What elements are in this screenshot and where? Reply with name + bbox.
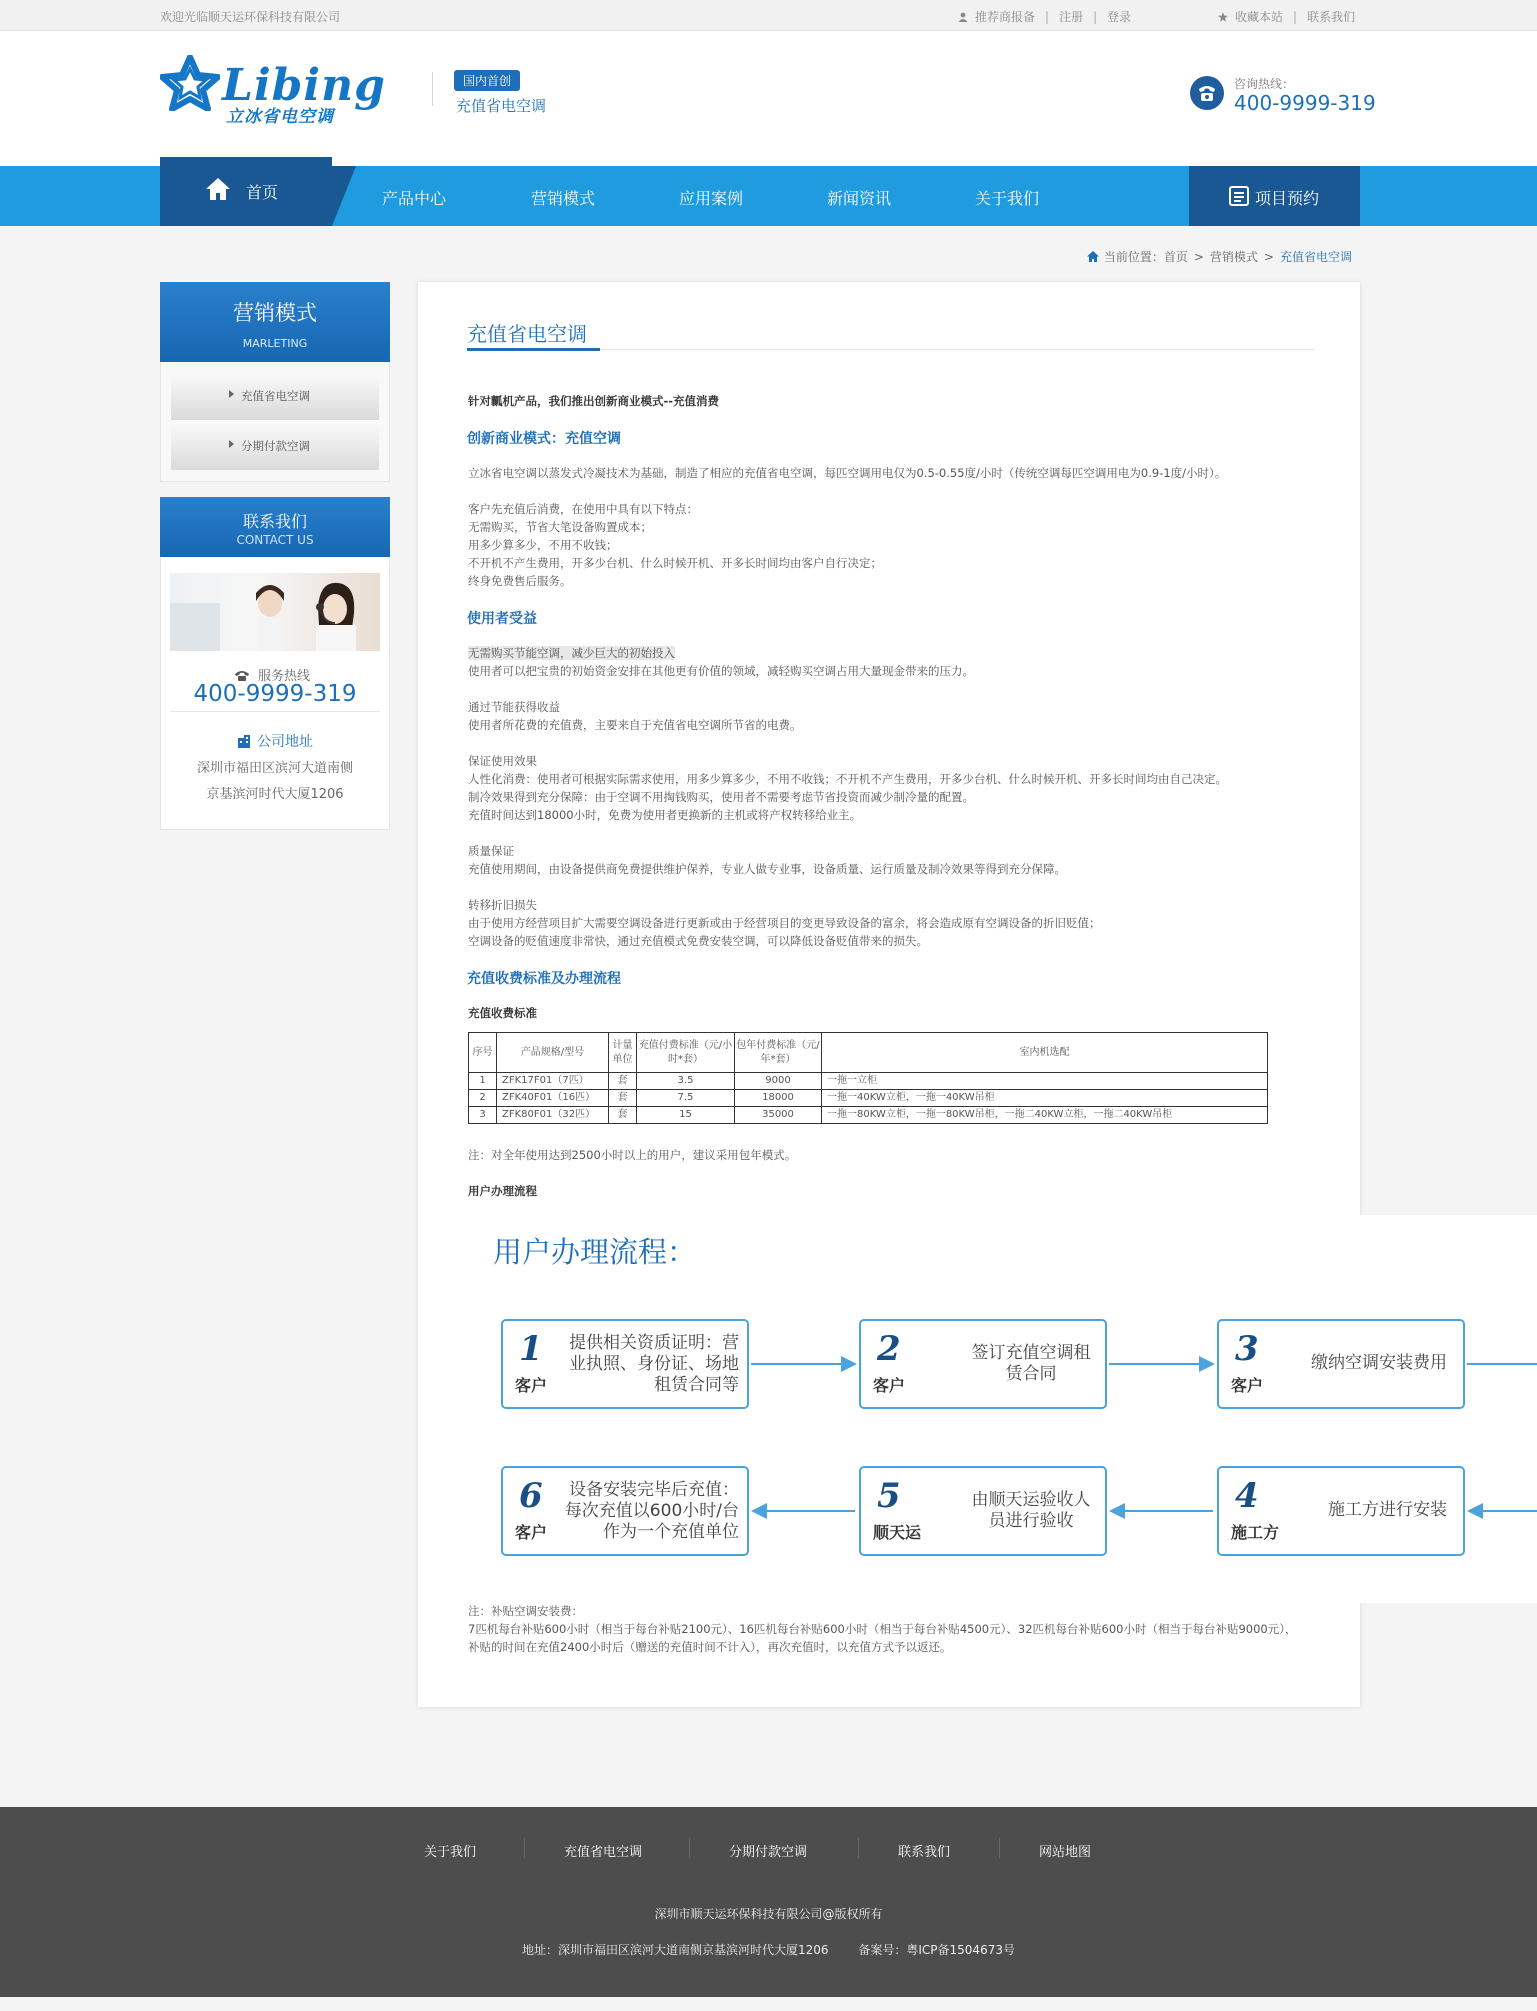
table-cell: 15: [637, 1107, 735, 1124]
subsidy-notes: [468, 1602, 1296, 1656]
company-address-heading: [160, 731, 390, 751]
nav-home-slant: [332, 166, 356, 226]
table-cell: 套: [609, 1073, 637, 1090]
step-actor: 客户: [515, 1523, 548, 1542]
step-desc: 签订充值空调租赁合同: [971, 1343, 1091, 1384]
table-cell: 1: [469, 1073, 497, 1090]
benefit-title: 转移折旧损失: [468, 898, 537, 912]
table-row: [469, 1090, 1268, 1107]
table-cell: 35000: [735, 1107, 822, 1124]
sidebar-header: [160, 282, 390, 362]
telephone-icon: [234, 669, 250, 681]
flow-label: 用户办理流程: [468, 1184, 537, 1198]
benefit-4: [468, 842, 1066, 878]
table-header: 室内机选配: [822, 1033, 1268, 1073]
benefit-5: [468, 896, 1101, 950]
feature-item: 终身免费售后服务。: [468, 574, 572, 588]
table-row: [469, 1107, 1268, 1124]
building-icon: [237, 735, 251, 748]
benefit-3: [468, 752, 1227, 824]
sidebar-subtitle: MARLETING: [242, 337, 308, 350]
sidebar-item-label: 分期付款空调: [241, 439, 310, 453]
nav-home[interactable]: [160, 157, 332, 226]
step-number: 2: [877, 1329, 901, 1369]
table-cell: ZFK40F01（16匹）: [497, 1090, 609, 1107]
table-row: [469, 1073, 1268, 1090]
nav-appointment-label: 项目预约: [1255, 189, 1320, 208]
sidebar-title: 营销模式: [233, 301, 317, 325]
sidebar-item-installment[interactable]: [171, 422, 379, 470]
step-actor: 客户: [515, 1376, 548, 1395]
nav-products[interactable]: 产品中心: [382, 189, 447, 208]
home-small-icon: [1087, 251, 1099, 262]
nav-home-label: 首页: [246, 183, 279, 202]
benefit-text: 使用者所花费的充值费，主要来自于充值省电空调所节省的电费。: [468, 718, 802, 732]
table-cell: 18000: [735, 1090, 822, 1107]
table-header: 产品规格/型号: [497, 1033, 609, 1073]
article-title: 充值省电空调: [467, 322, 587, 346]
footer-divider: [524, 1838, 525, 1858]
table-cell: 3.5: [637, 1073, 735, 1090]
nav-marketing[interactable]: 营销模式: [531, 189, 596, 208]
step-number: 6: [519, 1476, 543, 1516]
register-link[interactable]: 注册: [1059, 10, 1084, 24]
contact-divider: [170, 711, 380, 712]
addr-line: 深圳市福田区滨河大道南侧: [196, 761, 353, 776]
feature-item: 不开机不产生费用，开多少台机、什么时候开机、开多长时间均由客户自行决定；: [468, 556, 882, 570]
footer-link-recharge[interactable]: 充值省电空调: [564, 1845, 643, 1860]
table-header-row: [469, 1033, 1268, 1073]
benefit-text: 使用者可以把宝贵的初始资金安排在其他更有价值的领域，减轻购买空调占用大量现金带来的压力。: [468, 664, 974, 678]
addr-label: 公司地址: [257, 734, 313, 750]
benefit-text: 制冷效果得到充分保障：由于空调不用掏钱购买，使用者不需要考虑节省投资而减少制冷量的配置。: [468, 790, 974, 804]
step-desc: 提供相关资质证明：营业执照、身份证、场地租赁合同等: [569, 1333, 739, 1395]
slogan: 充值省电空调: [456, 97, 547, 115]
logo-star-icon[interactable]: [160, 55, 220, 111]
breadcrumb-label: 当前位置：: [1103, 250, 1164, 264]
note-line: 注：补贴空调安装费：: [468, 1604, 583, 1618]
hotline-number: 400-9999-319: [1234, 91, 1376, 115]
step-actor: 客户: [1231, 1376, 1264, 1395]
benefit-text: 由于使用方经营项目扩大需要空调设备进行更新或由于经营项目的变更导致设备的富余，将会造成原有空调设备的折旧贬值；: [468, 916, 1101, 930]
benefit-1: [468, 644, 974, 680]
nav-cases[interactable]: 应用案例: [679, 189, 744, 208]
benefit-text: 空调设备的贬值速度非常快，通过充值模式免费安装空调，可以降低设备贬值带来的损失。: [468, 934, 928, 948]
table-cell: 一拖一立柜: [822, 1073, 1268, 1090]
logo-cn: 立冰省电空调: [226, 107, 334, 127]
table-cell: 套: [609, 1090, 637, 1107]
user-icon: [958, 12, 968, 22]
top-links: 推荐商报备 | 注册 | 登录: [958, 8, 1131, 25]
step-actor: 施工方: [1231, 1523, 1280, 1542]
breadcrumb-current: 充值省电空调: [1279, 250, 1352, 264]
first-badge: 国内首创: [454, 70, 520, 91]
footer-copyright: 深圳市顺天运环保科技有限公司@版权所有: [654, 1907, 883, 1921]
step-desc: 施工方进行安装: [1328, 1500, 1447, 1520]
table-cell: 3: [469, 1107, 497, 1124]
benefit-text: 充值时间达到18000小时，免费为使用者更换新的主机或将产权转移给业主。: [468, 808, 862, 822]
note-line: 7匹机每台补贴600小时（相当于每台补贴2100元）、16匹机每台补贴600小时（相当于每台补贴4500元）、32匹机每台补贴600小时（相当于每台补贴9000元），: [468, 1622, 1297, 1636]
phone-icon: [1190, 76, 1224, 110]
flow-arrows: [470, 1215, 1537, 1603]
breadcrumb-sep: >: [1263, 249, 1274, 264]
feature-item: 客户先充值后消费，在使用中具有以下特点：: [468, 502, 698, 516]
benefit-2: [468, 698, 802, 734]
sidebar-item-recharge[interactable]: [171, 372, 379, 420]
title-accent: [467, 348, 600, 351]
step-actor: 客户: [873, 1376, 906, 1395]
home-icon: [205, 177, 231, 201]
benefit-text: 充值使用期间，由设备提供商免费提供维护保养，专业人做专业事，设备质量、运行质量及制冷效果等得到充分保障。: [468, 862, 1066, 876]
footer-address: 地址：深圳市福田区滨河大道南侧京基滨河时代大厦1206: [522, 1943, 829, 1957]
contact-subtitle: CONTACT US: [236, 533, 314, 547]
flow-title: 用户办理流程：: [493, 1235, 697, 1269]
step-desc: 由顺天运验收人员进行验收: [971, 1490, 1091, 1531]
table-cell: 9000: [735, 1073, 822, 1090]
star-icon: [1218, 12, 1228, 22]
table-header: 包年付费标准（元/年*套）: [735, 1033, 822, 1073]
step-number: 3: [1235, 1329, 1259, 1369]
step-desc: 设备安装完毕后充值：每次充值以600小时/台作为一个充值单位: [564, 1480, 739, 1542]
table-cell: 套: [609, 1107, 637, 1124]
login-link[interactable]: 登录: [1107, 10, 1132, 24]
service-label: 服务热线: [258, 669, 311, 684]
nav-about[interactable]: 关于我们: [975, 189, 1040, 208]
breadcrumb: [1087, 248, 1352, 265]
contact-header: [160, 497, 390, 557]
step-actor: 顺天运: [873, 1523, 922, 1542]
footer-divider: [689, 1838, 690, 1858]
feature-list: [468, 500, 882, 590]
contact-address: [160, 756, 390, 808]
table-cell: 一拖一80KW立柜，一拖一80KW吊柜，一拖二40KW立柜，一拖二40KW吊柜: [822, 1107, 1268, 1124]
contact-link[interactable]: 联系我们: [1307, 10, 1356, 24]
top-right-links: 收藏本站 | 联系我们: [1218, 8, 1355, 25]
footer-link-sitemap[interactable]: 网站地图: [1039, 1845, 1092, 1860]
table-header: 充值付费标准（元/小时*套）: [637, 1033, 735, 1073]
benefit-title: 无需购买节能空调，减少巨大的初始投入: [468, 646, 675, 660]
footer-address-line: [0, 1941, 1537, 1958]
heading-fee: 充值收费标准及办理流程: [467, 971, 621, 987]
header-divider: [432, 72, 433, 106]
contact-tel: 400-9999-319: [193, 681, 357, 707]
footer-divider: [858, 1838, 859, 1858]
footer-link-about[interactable]: 关于我们: [424, 1845, 477, 1860]
footer-link-installment[interactable]: 分期付款空调: [729, 1845, 808, 1860]
fee-table: [468, 1032, 1268, 1124]
table-cell: ZFK80F01（32匹）: [497, 1107, 609, 1124]
footer-link-contact[interactable]: 联系我们: [898, 1845, 951, 1860]
step-number: 1: [519, 1329, 543, 1369]
customer-service-image: [170, 573, 380, 651]
fee-label: 充值收费标准: [468, 1006, 537, 1020]
breadcrumb-home[interactable]: 首页: [1163, 250, 1188, 264]
step-number: 4: [1235, 1476, 1259, 1516]
benefit-title: 质量保证: [468, 844, 514, 858]
contact-title: 联系我们: [242, 512, 307, 531]
sidebar-item-label: 充值省电空调: [241, 389, 310, 403]
feature-item: 无需购买，节省大笔设备购置成本；: [468, 520, 652, 534]
arrow-right-icon: [229, 440, 234, 448]
footer: [0, 1807, 1537, 1997]
nav-news[interactable]: 新闻资讯: [827, 189, 892, 208]
benefit-title: 通过节能获得收益: [468, 700, 560, 714]
table-note: 注：对全年使用达到2500小时以上的用户，建议采用包年模式。: [468, 1148, 797, 1162]
footer-icp[interactable]: 备案号：粤ICP备1504673号: [858, 1943, 1015, 1957]
table-cell: 2: [469, 1090, 497, 1107]
table-header: 序号: [469, 1033, 497, 1073]
step-number: 5: [877, 1476, 901, 1516]
heading-benefit: 使用者受益: [467, 611, 537, 627]
arrow-right-icon: [229, 390, 234, 398]
table-header: 计量单位: [609, 1033, 637, 1073]
hotline-label: 咨询热线：: [1234, 77, 1295, 91]
heading-model: 创新商业模式：充值空调: [467, 431, 621, 447]
document-icon: [1229, 186, 1249, 206]
footer-divider: [999, 1838, 1000, 1858]
referrer-link[interactable]: 推荐商报备: [975, 10, 1036, 24]
table-cell: ZFK17F01（7匹）: [497, 1073, 609, 1090]
feature-item: 用多少算多少，不用不收钱；: [468, 538, 618, 552]
table-cell: 7.5: [637, 1090, 735, 1107]
article-lead: 针对瓤机产品，我们推出创新商业模式--充值消费: [468, 394, 720, 408]
note-line: 补贴的时间在充值2400小时后（赠送的充值时间不计入），再次充值时，以充值方式予以返还。: [468, 1640, 952, 1654]
step-desc: 缴纳空调安装费用: [1311, 1353, 1447, 1373]
benefit-text: 人性化消费：使用者可根据实际需求使用，用多少算多少，不用不收钱；不开机不产生费用，开多少台机、什么时候开机、开多长时间均由自己决定。: [468, 772, 1227, 786]
addr-line: 京基滨河时代大厦1206: [206, 787, 344, 802]
sidebar-menu: [160, 362, 390, 482]
paragraph: 立冰省电空调以蒸发式冷凝技术为基础，制造了相应的充值省电空调，每匹空调用电仅为0.5-0.55度/小时（传统空调每匹空调用电为0.9-1度/小时）。: [468, 466, 1227, 480]
logo-text[interactable]: Libing: [222, 60, 386, 111]
top-bar: [0, 0, 1537, 31]
nav-appointment[interactable]: [1189, 166, 1360, 226]
breadcrumb-marketing[interactable]: 营销模式: [1209, 250, 1258, 264]
benefit-title: 保证使用效果: [468, 754, 537, 768]
bookmark-link[interactable]: 收藏本站: [1235, 10, 1284, 24]
table-cell: 一拖一40KW立柜，一拖一40KW吊柜: [822, 1090, 1268, 1107]
breadcrumb-sep: >: [1193, 249, 1204, 264]
welcome-text: 欢迎光临顺天运环保科技有限公司: [160, 10, 341, 24]
